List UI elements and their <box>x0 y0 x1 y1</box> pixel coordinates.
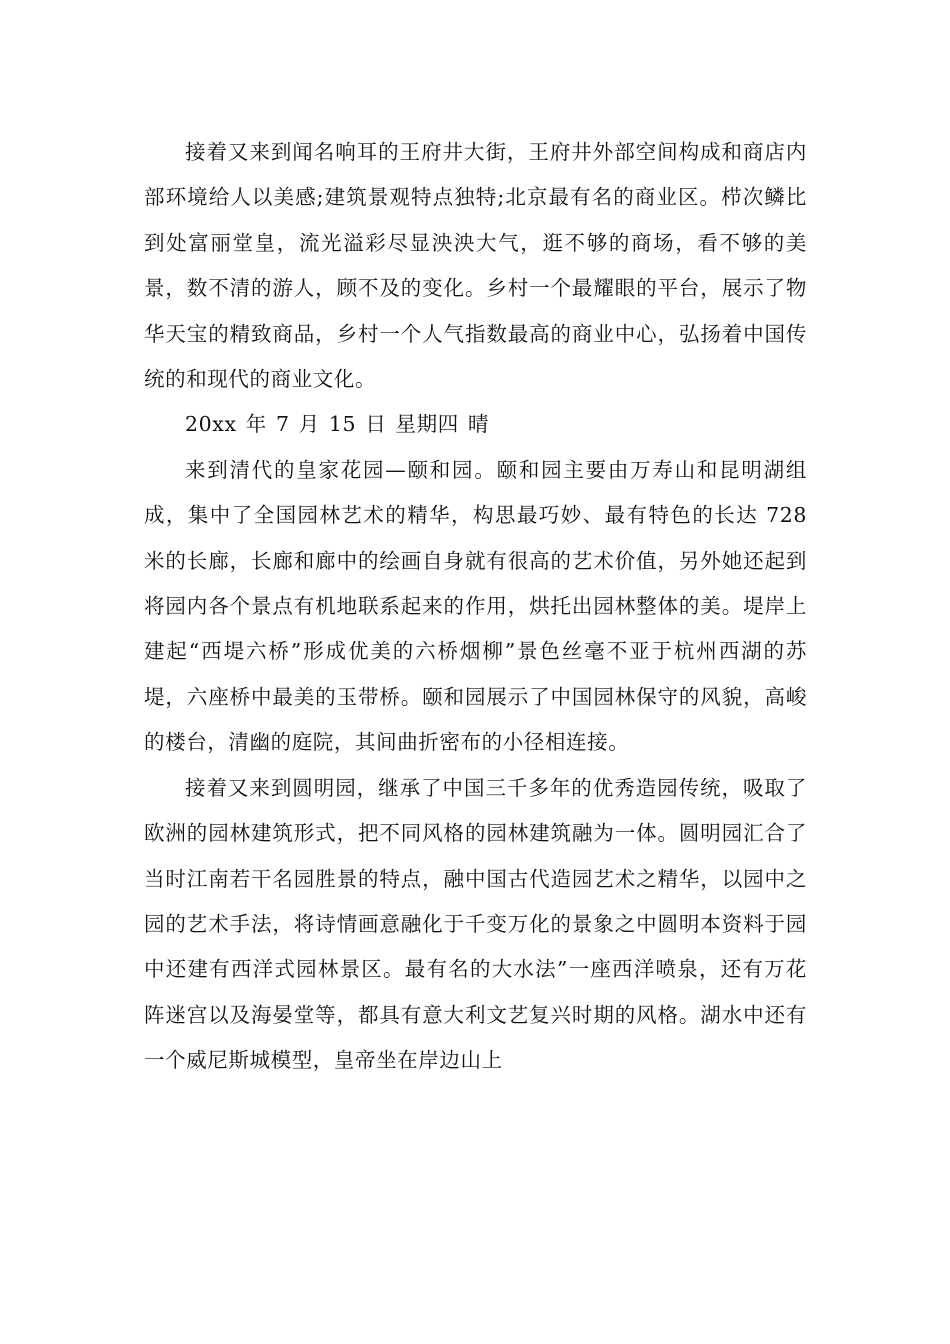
paragraph-yuanmingyuan: 接着又来到圆明园，继承了中国三千多年的优秀造园传统，吸取了欧洲的园林建筑形式，把不同风格的园林建筑融为一体。圆明园汇合了当时江南若干名园胜景的特点，融中国古代造园艺术之精华，以园中之园的艺术手法，将诗情画意融化于千变万化的景象之中圆明本资料于园中还建有西洋式园林景区。最有名的大水法”一座西洋喷泉，还有万花阵迷宫以及海晏堂等，都具有意大利文艺复兴时期的风格。湖水中还有一个威尼斯城模型，皇帝坐在岸边山上 <box>144 775 807 1073</box>
paragraph-wangfujing: 接着又来到闻名响耳的王府井大街，王府井外部空间构成和商店内部环境给人以美感;建筑景观特点独特;北京最有名的商业区。栉次鳞比到处富丽堂皇，流光溢彩尽显泱泱大气，逛不够的商场，看不够的美景，数不清的游人，顾不及的变化。乡村一个最耀眼的平台，展示了物华天宝的精致商品，乡村一个人气指数最高的商业中心，弘扬着中国传统的和现代的商业文化。 <box>144 140 807 392</box>
diary-date-line: 20xx 年 7 月 15 日 星期四 晴 <box>185 412 490 437</box>
document-page <box>144 130 807 1084</box>
paragraph-summer-palace: 来到清代的皇家花园—颐和园。颐和园主要由万寿山和昆明湖组成，集中了全国园林艺术的精华，构思最巧妙、最有特色的长达 728 米的长廊，长廊和廊中的绘画自身就有很高的艺术价值，另外她还起到将园内各个景点有机地联系起来的作用，烘托出园林整体的美。堤岸上建起“西堤六桥”形成优美的六桥烟柳”景色丝毫不亚于杭州西湖的苏堤，六座桥中最美的玉带桥。颐和园展示了中国园林保守的风貌，高峻的楼台，清幽的庭院，其间曲折密布的小径相连接。 <box>144 457 807 755</box>
